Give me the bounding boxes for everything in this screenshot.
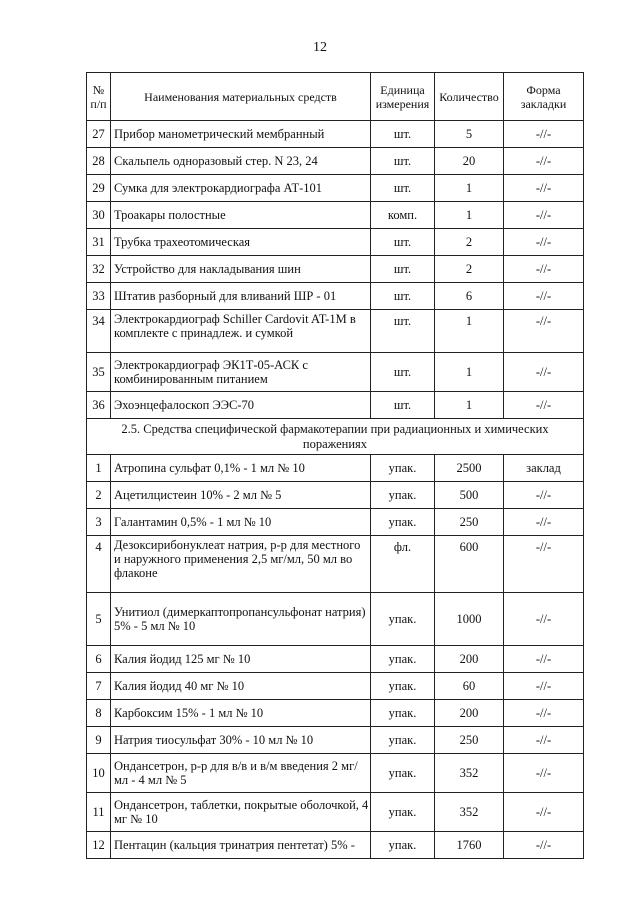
row-unit: шт. bbox=[371, 256, 435, 283]
row-qty: 352 bbox=[435, 754, 504, 793]
row-name: Атропина сульфат 0,1% - 1 мл № 10 bbox=[111, 455, 371, 482]
page-number: 12 bbox=[313, 40, 327, 55]
row-num: 8 bbox=[87, 700, 111, 727]
header-unit: Единица измерения bbox=[371, 73, 435, 121]
table-row bbox=[87, 256, 584, 283]
header-name: Наименования материальных средств bbox=[111, 73, 371, 121]
row-form: -//- bbox=[504, 673, 584, 700]
row-unit: шт. bbox=[371, 148, 435, 175]
table-row bbox=[87, 673, 584, 700]
row-num: 28 bbox=[87, 148, 111, 175]
row-form: -//- bbox=[504, 392, 584, 419]
row-num: 1 bbox=[87, 455, 111, 482]
row-qty: 1000 bbox=[435, 593, 504, 646]
row-unit: упак. bbox=[371, 727, 435, 754]
row-num: 5 bbox=[87, 593, 111, 646]
row-num: 9 bbox=[87, 727, 111, 754]
row-qty: 1 bbox=[435, 353, 504, 392]
table-header-row bbox=[87, 73, 584, 121]
row-num: 35 bbox=[87, 353, 111, 392]
row-num: 7 bbox=[87, 673, 111, 700]
table-row bbox=[87, 793, 584, 832]
table-row bbox=[87, 353, 584, 392]
row-name: Трубка трахеотомическая bbox=[111, 229, 371, 256]
row-name: Ондансетрон, таблетки, покрытые оболочкой, 4 мг № 10 bbox=[111, 793, 371, 832]
section-title: 2.5. Средства специфической фармакотерапии при радиационных и химических поражениях bbox=[87, 419, 584, 455]
table-row bbox=[87, 121, 584, 148]
row-form: -//- bbox=[504, 353, 584, 392]
row-unit: упак. bbox=[371, 509, 435, 536]
row-num: 31 bbox=[87, 229, 111, 256]
row-name: Дезоксирибонуклеат натрия, р-р для местного и наружного применения 2,5 мг/мл, 50 мл во флаконе bbox=[111, 536, 371, 593]
row-unit: шт. bbox=[371, 353, 435, 392]
row-name: Калия йодид 40 мг № 10 bbox=[111, 673, 371, 700]
table-row bbox=[87, 832, 584, 859]
row-name: Унитиол (димеркаптопропансульфонат натрия) 5% - 5 мл № 10 bbox=[111, 593, 371, 646]
header-form: Форма закладки bbox=[504, 73, 584, 121]
row-qty: 352 bbox=[435, 793, 504, 832]
row-qty: 500 bbox=[435, 482, 504, 509]
row-num: 12 bbox=[87, 832, 111, 859]
row-unit: упак. bbox=[371, 593, 435, 646]
row-form: -//- bbox=[504, 121, 584, 148]
table-row bbox=[87, 310, 584, 353]
row-num: 11 bbox=[87, 793, 111, 832]
row-unit: комп. bbox=[371, 202, 435, 229]
row-num: 33 bbox=[87, 283, 111, 310]
row-num: 30 bbox=[87, 202, 111, 229]
row-form: -//- bbox=[504, 229, 584, 256]
row-name: Троакары полостные bbox=[111, 202, 371, 229]
row-unit: шт. bbox=[371, 229, 435, 256]
table-row bbox=[87, 536, 584, 593]
row-num: 27 bbox=[87, 121, 111, 148]
row-form: -//- bbox=[504, 793, 584, 832]
row-unit: фл. bbox=[371, 536, 435, 593]
row-qty: 250 bbox=[435, 509, 504, 536]
row-qty: 1 bbox=[435, 175, 504, 202]
row-form: -//- bbox=[504, 283, 584, 310]
table-row bbox=[87, 727, 584, 754]
row-form: -//- bbox=[504, 482, 584, 509]
section-row bbox=[87, 419, 584, 455]
row-qty: 1 bbox=[435, 392, 504, 419]
row-name: Скальпель одноразовый стер. N 23, 24 bbox=[111, 148, 371, 175]
row-form: -//- bbox=[504, 700, 584, 727]
row-qty: 2500 bbox=[435, 455, 504, 482]
table-row bbox=[87, 482, 584, 509]
row-unit: упак. bbox=[371, 646, 435, 673]
row-num: 29 bbox=[87, 175, 111, 202]
row-num: 36 bbox=[87, 392, 111, 419]
row-unit: шт. bbox=[371, 310, 435, 353]
materials-table bbox=[86, 72, 584, 859]
row-unit: упак. bbox=[371, 754, 435, 793]
table-row bbox=[87, 509, 584, 536]
header-num: № п/п bbox=[87, 73, 111, 121]
row-name: Ацетилцистеин 10% - 2 мл № 5 bbox=[111, 482, 371, 509]
table-row bbox=[87, 202, 584, 229]
row-form: заклад bbox=[504, 455, 584, 482]
row-unit: упак. bbox=[371, 700, 435, 727]
row-qty: 200 bbox=[435, 646, 504, 673]
row-num: 4 bbox=[87, 536, 111, 593]
row-form: -//- bbox=[504, 593, 584, 646]
row-qty: 60 bbox=[435, 673, 504, 700]
row-form: -//- bbox=[504, 310, 584, 353]
row-name: Устройство для накладывания шин bbox=[111, 256, 371, 283]
row-qty: 6 bbox=[435, 283, 504, 310]
row-qty: 2 bbox=[435, 229, 504, 256]
row-name: Штатив разборный для вливаний ШР - 01 bbox=[111, 283, 371, 310]
row-num: 10 bbox=[87, 754, 111, 793]
row-form: -//- bbox=[504, 256, 584, 283]
row-num: 34 bbox=[87, 310, 111, 353]
row-unit: упак. bbox=[371, 793, 435, 832]
row-num: 6 bbox=[87, 646, 111, 673]
row-form: -//- bbox=[504, 832, 584, 859]
row-num: 3 bbox=[87, 509, 111, 536]
row-qty: 1 bbox=[435, 202, 504, 229]
row-form: -//- bbox=[504, 727, 584, 754]
row-qty: 5 bbox=[435, 121, 504, 148]
row-name: Электрокардиограф ЭК1Т-05-АСК с комбинированным питанием bbox=[111, 353, 371, 392]
table-row bbox=[87, 283, 584, 310]
header-qty: Количество bbox=[435, 73, 504, 121]
row-name: Калия йодид 125 мг № 10 bbox=[111, 646, 371, 673]
row-unit: упак. bbox=[371, 832, 435, 859]
row-num: 2 bbox=[87, 482, 111, 509]
row-num: 32 bbox=[87, 256, 111, 283]
table-row bbox=[87, 593, 584, 646]
row-form: -//- bbox=[504, 754, 584, 793]
row-name: Сумка для электрокардиографа АТ-101 bbox=[111, 175, 371, 202]
row-name: Прибор манометрический мембранный bbox=[111, 121, 371, 148]
row-name: Галантамин 0,5% - 1 мл № 10 bbox=[111, 509, 371, 536]
row-qty: 20 bbox=[435, 148, 504, 175]
row-form: -//- bbox=[504, 509, 584, 536]
table-row bbox=[87, 700, 584, 727]
row-qty: 1 bbox=[435, 310, 504, 353]
row-qty: 2 bbox=[435, 256, 504, 283]
row-form: -//- bbox=[504, 536, 584, 593]
table-row bbox=[87, 229, 584, 256]
row-qty: 250 bbox=[435, 727, 504, 754]
row-unit: упак. bbox=[371, 455, 435, 482]
row-unit: упак. bbox=[371, 482, 435, 509]
row-qty: 200 bbox=[435, 700, 504, 727]
row-qty: 1760 bbox=[435, 832, 504, 859]
row-unit: упак. bbox=[371, 673, 435, 700]
row-form: -//- bbox=[504, 202, 584, 229]
row-name: Эхоэнцефалоскоп ЭЭС-70 bbox=[111, 392, 371, 419]
row-form: -//- bbox=[504, 175, 584, 202]
table-row bbox=[87, 392, 584, 419]
row-name: Ондансетрон, р-р для в/в и в/м введения 2 мг/мл - 4 мл № 5 bbox=[111, 754, 371, 793]
row-unit: шт. bbox=[371, 392, 435, 419]
table-row bbox=[87, 646, 584, 673]
row-name: Карбоксим 15% - 1 мл № 10 bbox=[111, 700, 371, 727]
row-name: Натрия тиосульфат 30% - 10 мл № 10 bbox=[111, 727, 371, 754]
row-name: Пентацин (кальция тринатрия пентетат) 5% - bbox=[111, 832, 371, 859]
row-unit: шт. bbox=[371, 175, 435, 202]
row-form: -//- bbox=[504, 148, 584, 175]
table-row bbox=[87, 175, 584, 202]
row-unit: шт. bbox=[371, 283, 435, 310]
row-name: Электрокардиограф Schiller Cardovit AT-1M в комплекте с принадлеж. и сумкой bbox=[111, 310, 371, 353]
row-form: -//- bbox=[504, 646, 584, 673]
table-row bbox=[87, 754, 584, 793]
table-row bbox=[87, 455, 584, 482]
table-row bbox=[87, 148, 584, 175]
row-qty: 600 bbox=[435, 536, 504, 593]
row-unit: шт. bbox=[371, 121, 435, 148]
